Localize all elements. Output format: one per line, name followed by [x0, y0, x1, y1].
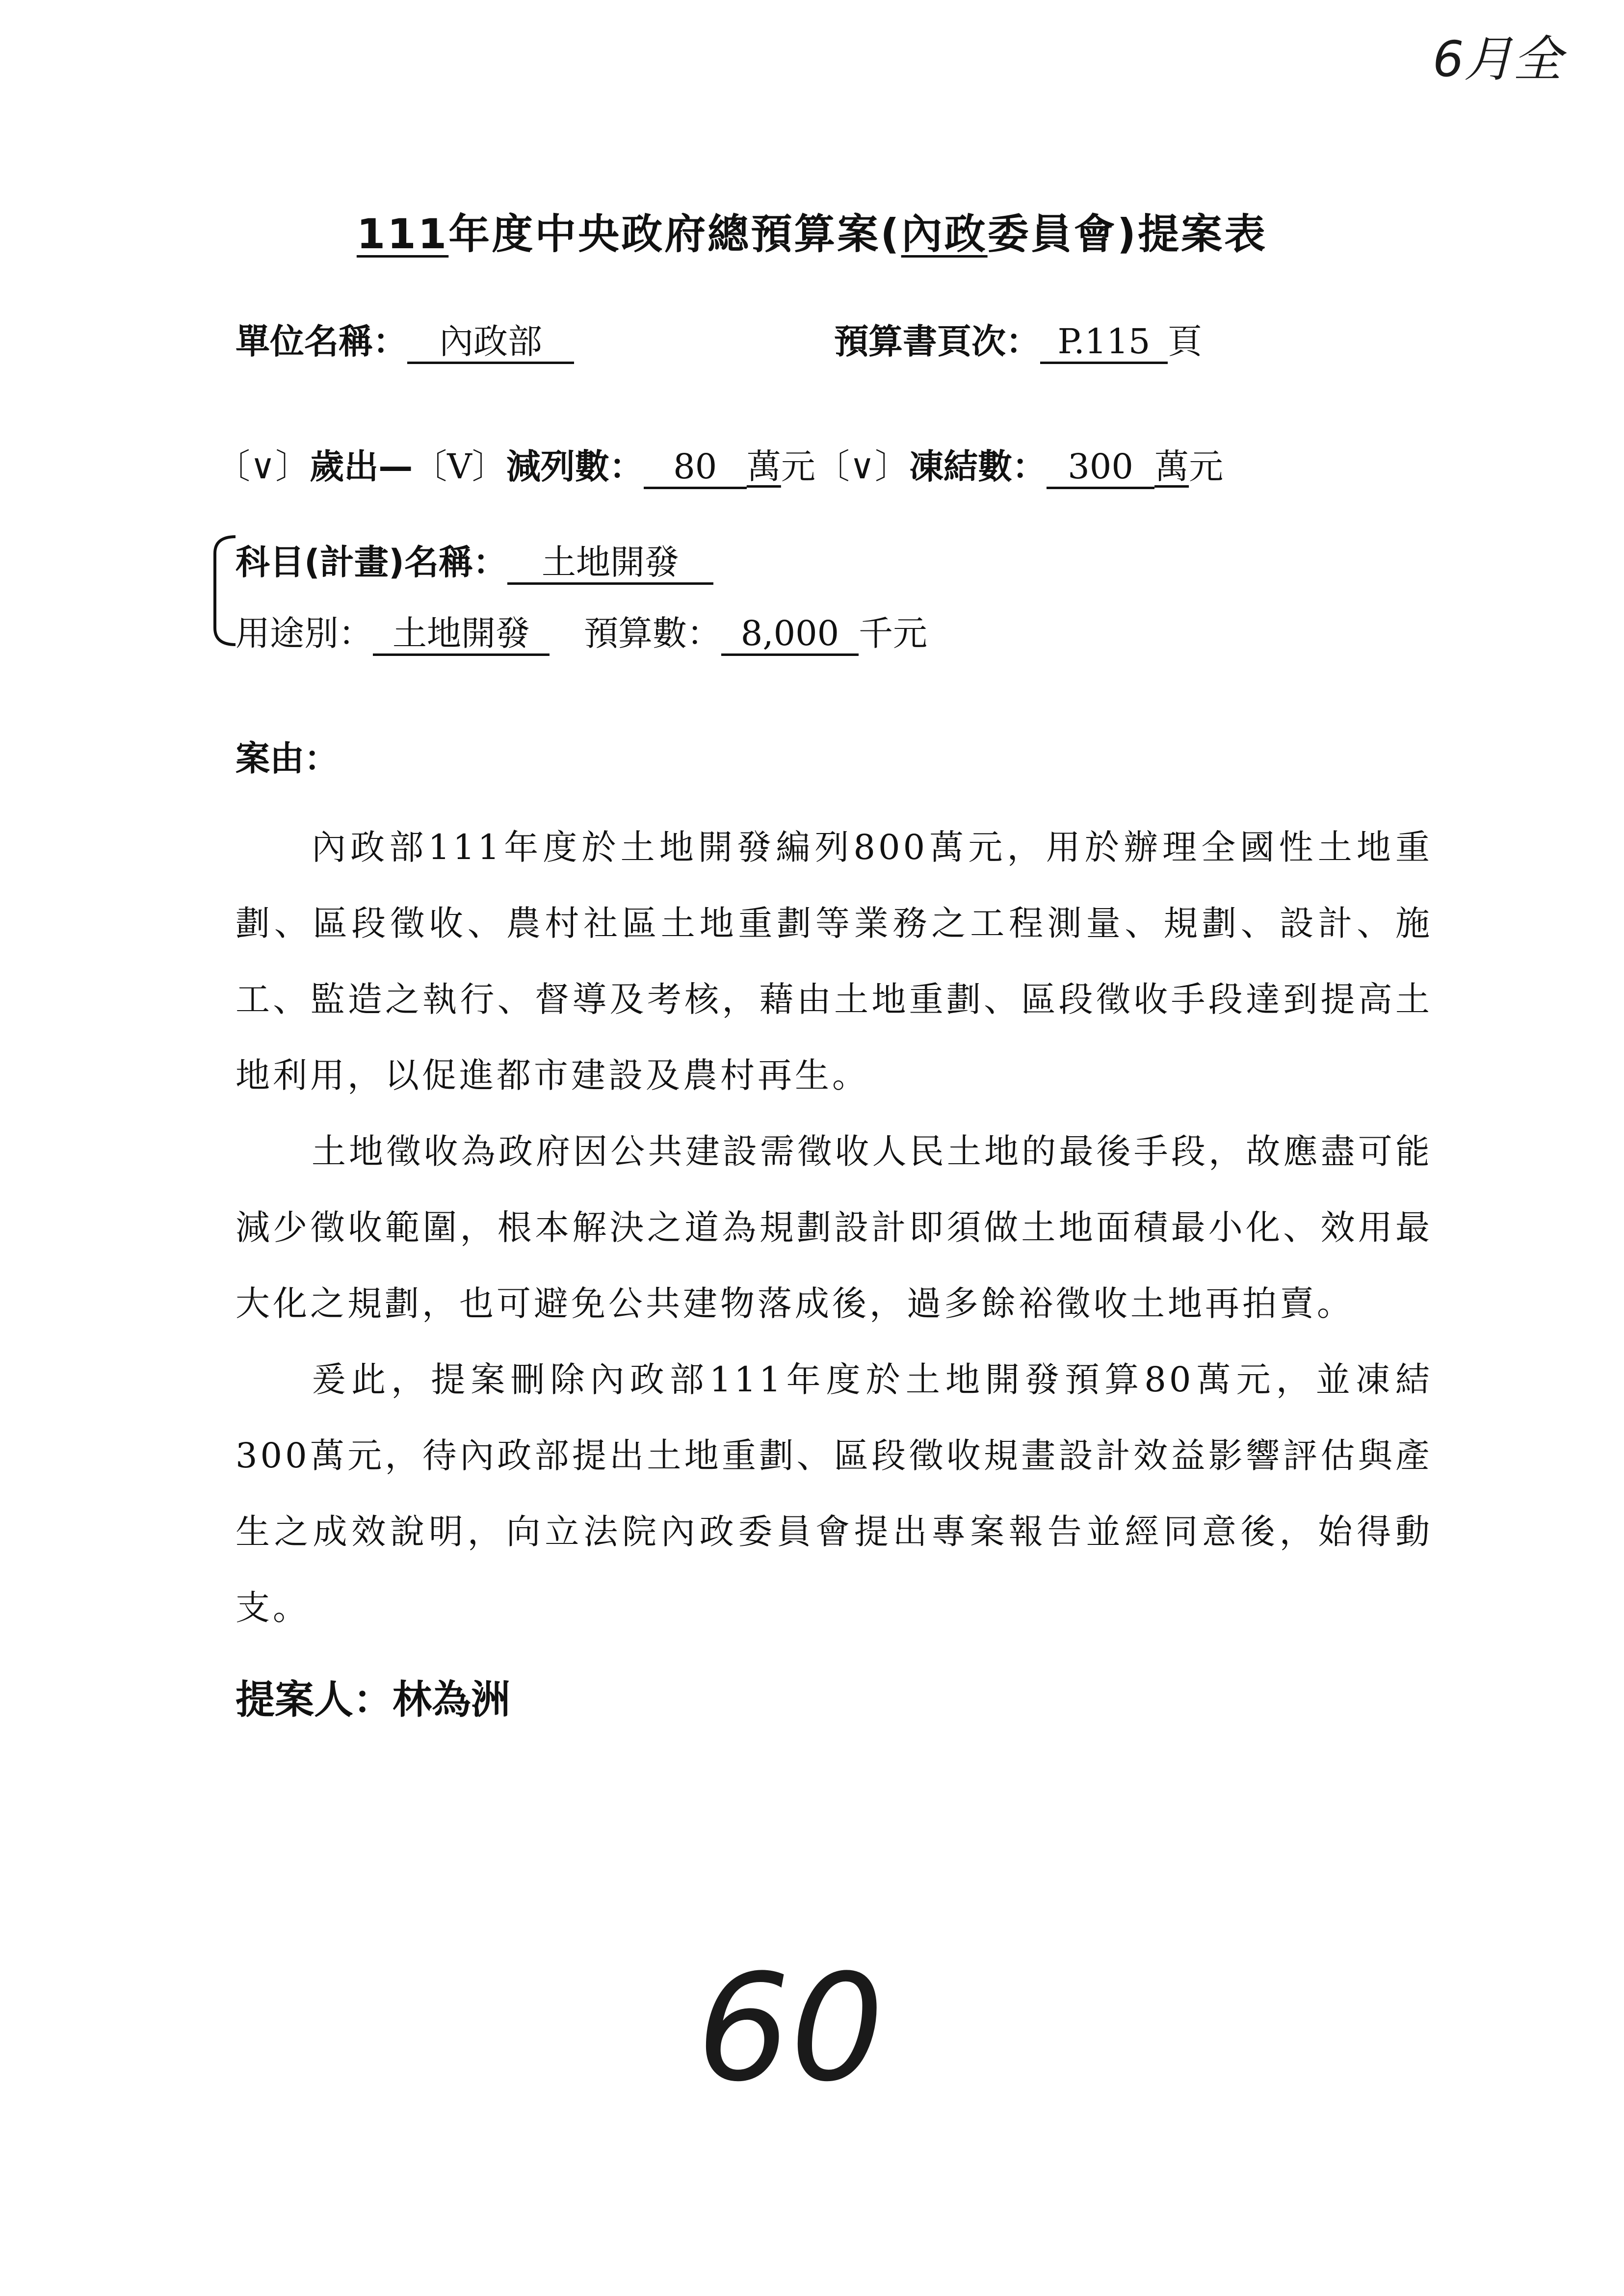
reduce-check: 〔V〕	[413, 446, 506, 487]
subject-row	[236, 535, 713, 585]
budget-page-value: P.115	[1040, 322, 1168, 364]
proposer-row	[236, 1668, 510, 1724]
title-committee-rest: 委員會	[987, 210, 1117, 258]
handwritten-annotation: 6月全	[1433, 30, 1562, 88]
subject-label: 科目(計畫)名稱：	[236, 542, 507, 582]
reduce-label: 減列數：	[506, 446, 644, 487]
budget-unit: 千元	[859, 613, 927, 653]
title-end: )提案表	[1117, 210, 1268, 258]
freeze-value: 300	[1047, 447, 1154, 489]
reduce-unit-rest: 元	[781, 446, 815, 487]
freeze-unit: 萬	[1154, 446, 1189, 487]
paragraph-1: 內政部111年度於土地開發編列800萬元，用於辦理全國性土地重劃、區段徵收、農村社區土地重劃等業務之工程測量、規劃、設計、施工、監造之執行、督導及考核，藉由土地重劃、區段徵收手段達到提高土地利用，以促進都市建設及農村再生。	[236, 827, 1433, 1096]
usage-row	[236, 606, 927, 656]
budget-page-suffix: 頁	[1168, 321, 1202, 362]
freeze-label: 凍結數：	[909, 446, 1047, 487]
reduce-value: 80	[644, 447, 747, 489]
usage-label: 用途別：	[236, 613, 373, 653]
budget-label: 預算數：	[584, 613, 721, 653]
budget-page-label: 預算書頁次：	[834, 321, 1040, 362]
reason-label: 案由：	[236, 738, 339, 779]
proposer-name: 林為洲	[393, 1677, 510, 1722]
proposer-label: 提案人：	[236, 1677, 393, 1722]
budget-page-row	[834, 314, 1202, 364]
reduce-unit: 萬	[746, 446, 781, 487]
title-committee: 內政	[901, 210, 988, 258]
freeze-check: 〔∨〕	[815, 446, 910, 487]
title-text: 年度中央政府總預算案(	[448, 210, 901, 258]
usage-value: 土地開發	[373, 614, 550, 656]
page-title	[0, 201, 1624, 261]
title-year: 111	[356, 210, 449, 258]
paragraph-2: 土地徵收為政府因公共建設需徵收人民土地的最後手段，故應盡可能減少徵收範圍，根本解決之道為規劃設計即須做土地面積最小化、效用最大化之規劃，也可避免公共建物落成後，過多餘裕徵收土地再拍賣。	[236, 1131, 1433, 1324]
expense-check: 〔∨〕	[216, 446, 310, 487]
subject-value: 土地開發	[507, 543, 713, 585]
expense-label: 歲出—	[310, 446, 413, 487]
handwritten-page-number: 60	[697, 1943, 884, 2114]
paragraph-3: 爰此，提案刪除內政部111年度於土地開發預算80萬元，並凍結300萬元，待內政部提出土地重劃、區段徵收規畫設計效益影響評估與產生之成效說明，向立法院內政委員會提出專案報告並經同意後，始得動支。	[236, 1359, 1433, 1628]
unit-row	[236, 314, 574, 364]
expense-row	[216, 439, 1223, 489]
budget-value: 8,000	[721, 614, 859, 656]
unit-value: 內政部	[407, 322, 574, 364]
unit-label: 單位名稱：	[236, 321, 407, 362]
freeze-unit-rest: 元	[1189, 446, 1224, 487]
